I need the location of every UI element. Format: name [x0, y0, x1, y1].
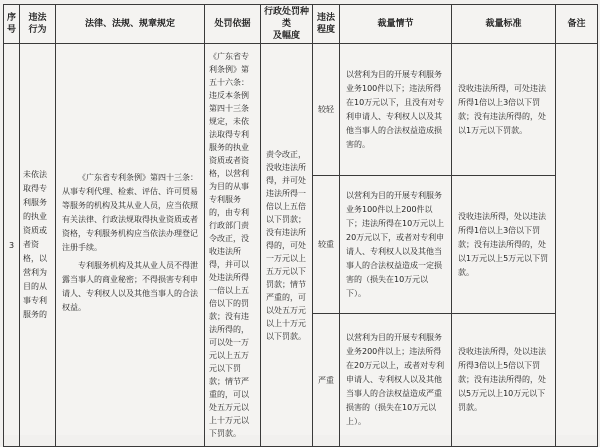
cell-degree-light: 较轻 — [313, 44, 340, 176]
cell-standard-serious: 没收违法所得，处以违法所得3倍以上5倍以下罚款；没有违法所得的，处以5万元以上10万元以下罚款。 — [452, 314, 556, 447]
law-paragraph-2: 专利服务机构及其从业人员不得泄露当事人的商业秘密；不得损害专利申请人、专利权人以及其他当事人的合法权益。 — [62, 261, 198, 312]
header-basis: 处罚依据 — [205, 5, 261, 44]
header-degree: 违法 程度 — [313, 5, 340, 44]
header-circumstance: 裁量情节 — [340, 5, 452, 44]
cell-circumstance-serious: 以营利为目的开展专利服务业务200件以上；违法所得在20万元以上，或者对专利申请人、专利权人以及其他当事人的合法权益造成严重损害的（损失在10万元以上）。 — [340, 314, 452, 447]
cell-standard-heavy: 没收违法所得，处以违法所得1倍以上3倍以下罚款；没有违法所得的，处以1万元以上5万元以下罚款。 — [452, 176, 556, 314]
cell-circumstance-heavy: 以营利为目的开展专利服务业务100件以上200件以下；违法所得在10万元以上20万元以下，或者对专利申请人、专利权人以及其他当事人的合法权益造成一定损害的（损失在10万元以下）。 — [340, 176, 452, 314]
header-law: 法律、法规、规章规定 — [56, 5, 205, 44]
cell-violation: 未依法取得专利服务的执业资质或者资格，以营利为目的从事专利服务的 — [20, 44, 56, 447]
penalty-discretion-table — [3, 4, 598, 447]
header-remark: 备注 — [556, 5, 598, 44]
document-page — [3, 4, 597, 438]
table-row — [4, 44, 598, 176]
cell-law — [56, 44, 205, 447]
law-paragraph-1: 《广东省专利条例》第四十三条：从事专利代理、检索、评估、许可贸易等服务的机构及其从业人员，应当依照有关法律、行政法规取得执业资质或者资格，专利服务机构应当依法办理登记注册手续。 — [62, 173, 198, 252]
header-penalty-type: 行政处罚种类 及幅度 — [261, 5, 313, 44]
cell-penalty-type: 责令改正，没收违法所得，并可处违法所得一倍以上五倍以下罚款；没有违法所得的，可处一万元以上五万元以下罚款；情节严重的，可以处五万元以上十万元以下罚款。 — [261, 44, 313, 447]
header-standard: 裁量标准 — [452, 5, 556, 44]
cell-basis: 《广东省专利条例》第五十六条：违反本条例第四十三条规定，未依法取得专利服务的执业资质或者资格，以营利为目的从事专利服务的，由专利行政部门责令改正，没收违法所得，并可以处违法所得一倍以上五倍以下的罚款；没有违法所得的，可以处一万元以上五万元以下罚款；情节严重的，可以处五万元以上十万元以下罚款。 — [205, 44, 261, 447]
cell-degree-heavy: 较重 — [313, 176, 340, 314]
cell-standard-light: 没收违法所得，可处违法所得1倍以上3倍以下罚款；没有违法所得的，处以1万元以下罚款。 — [452, 44, 556, 176]
cell-seq: 3 — [4, 44, 20, 447]
cell-circumstance-light: 以营利为目的开展专利服务业务100件以下；违法所得在10万元以下，且没有对专利申请人、专利权人以及其他当事人的合法权益造成损害的。 — [340, 44, 452, 176]
table-header-row — [4, 5, 598, 44]
header-seq: 序号 — [4, 5, 20, 44]
header-violation: 违法 行为 — [20, 5, 56, 44]
cell-remark — [556, 44, 598, 447]
cell-degree-serious: 严重 — [313, 314, 340, 447]
